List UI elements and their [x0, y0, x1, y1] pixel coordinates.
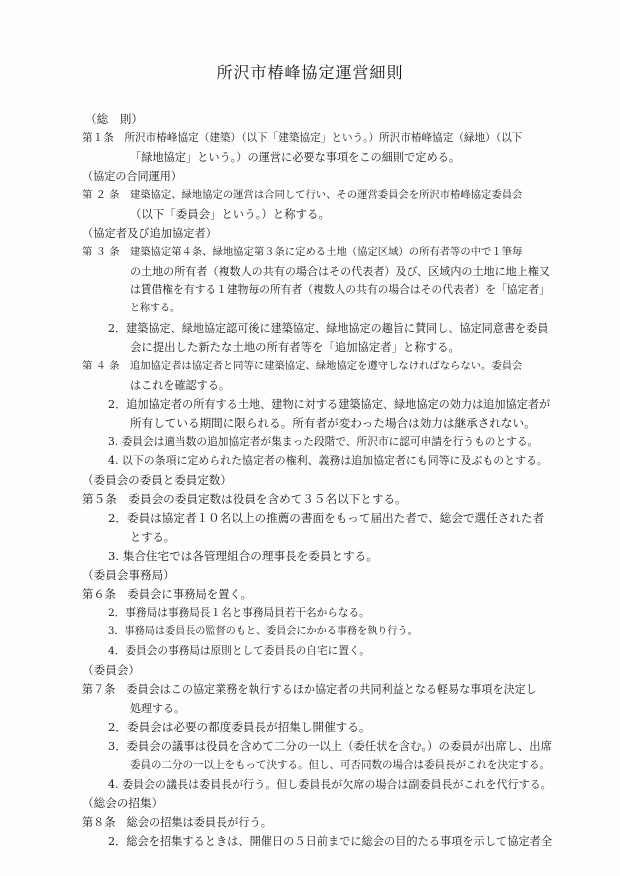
section-heading: （委員会の委員と委員定数）: [82, 473, 232, 487]
article-text: 第８条 総会の招集は委員長が行う。: [82, 816, 272, 829]
article-text: 2．事務局は事務局長１名と事務局員若干名からなる。: [108, 606, 370, 619]
section-heading: （委員会事務局）: [82, 568, 175, 582]
article-text: 処理する。: [130, 702, 185, 715]
article-text: 第 ４ 条 追加協定者は協定者と同等に建築協定、緑地協定を遵守しなければならない。委員会: [82, 360, 523, 372]
article-text: は賃借権を有する１建物毎の所有者（複数人の共有の場合はその代表者）を「協定者」: [130, 283, 550, 296]
section-heading: （協定者及び追加協定者）: [82, 227, 218, 240]
section-heading: （総 則）: [85, 112, 143, 126]
article-text: 所有している期間に限られる。所有者が変わった場合は効力は継承されない。: [130, 416, 536, 430]
article-text: 3．事務局は委員長の監督のもと、委員会にかかる事務を執り行う。: [108, 626, 418, 637]
article-text: はこれを確認する。: [130, 379, 230, 392]
article-text: 「緑地協定」という。）の運営に必要な事項をこの細則で定める。: [130, 151, 461, 164]
article-text: 4．委員会の事務局は原則として委員長の自宅に置く。: [108, 644, 370, 657]
article-text: 2．建築協定、緑地協定認可後に建築協定、緑地協定の趣旨に賛同し、協定同意書を委員: [108, 322, 549, 335]
article-text: （以下「委員会」という。）と称する。: [130, 207, 330, 221]
document-title: 所沢市椿峰協定運営細則: [216, 63, 404, 82]
article-text: 2．追加協定者の所有する土地、建物に対する建築協定、緑地協定の効力は追加協定者が: [108, 398, 551, 411]
section-heading: （協定の合同運用）: [82, 170, 182, 183]
article-text: 第６条 委員会に事務局を置く。: [82, 587, 252, 601]
article-text: 第１条 所沢市椿峰協定（建築）（以下「建築協定」という。）所沢市椿峰協定（緑地）（以下: [82, 131, 523, 144]
section-heading: （総会の招集）: [82, 796, 164, 810]
article-text: 第７条 委員会はこの協定業務を執行するほか協定者の共同利益となる軽易な事項を決定し: [82, 683, 537, 696]
article-text: 2．総会を招集するときは、開催日の５日前までに総会の目的たる事項を示して協定者全: [108, 835, 553, 848]
article-text: 4. 以下の条項に定められた協定者の権利、義務は追加協定者にも同等に及ぶものとする。: [108, 454, 548, 467]
article-text: の土地の所有者（複数人の共有の場合はその代表者）及び、区域内の土地に地上権又: [130, 265, 550, 278]
article-text: 2．委員会は必要の都度委員長が招集し開催する。: [108, 720, 371, 734]
section-heading: （委員会）: [82, 663, 140, 677]
article-text: 4. 委員会の議長は委員長が行う。但し委員長が欠席の場合は副委員長がこれを代行する。: [108, 778, 552, 791]
article-text: とする。: [130, 531, 176, 544]
article-text: 第 ２ 条 建築協定、緑地協定の運営は合同して行い、その運営委員会を所沢市椿峰協定委員会: [82, 189, 523, 201]
article-text: 第５条 委員会の委員定数は役員を含めて３５名以下とする。: [82, 492, 407, 506]
article-text: 3. 委員会は適当数の追加協定者が集まった段階で、所沢市に認可申請を行うものとする。: [108, 435, 539, 448]
article-text: 会に提出した新たな土地の所有者等を「追加協定者」と称する。: [130, 340, 460, 354]
article-text: と称する。: [130, 303, 180, 314]
article-text: 第 ３ 条 建築協定第４条、緑地協定第３条に定める土地（協定区域）の所有者等の中で１筆毎: [82, 246, 523, 258]
article-text: 委員の二分の一以上をもって決する。但し、可否同数の場合は委員長がこれを決定する。: [130, 759, 550, 771]
article-text: 2．委員は協定者１０名以上の推薦の書面をもって届出た者で、総会で選任された者: [108, 511, 545, 525]
article-text: 3．委員会の議事は役員を含めて二分の一以上（委任状を含む。）の委員が出席し、出席: [108, 739, 552, 753]
article-text: 3. 集合住宅では各管理組合の理事長を委員とする。: [108, 549, 378, 563]
